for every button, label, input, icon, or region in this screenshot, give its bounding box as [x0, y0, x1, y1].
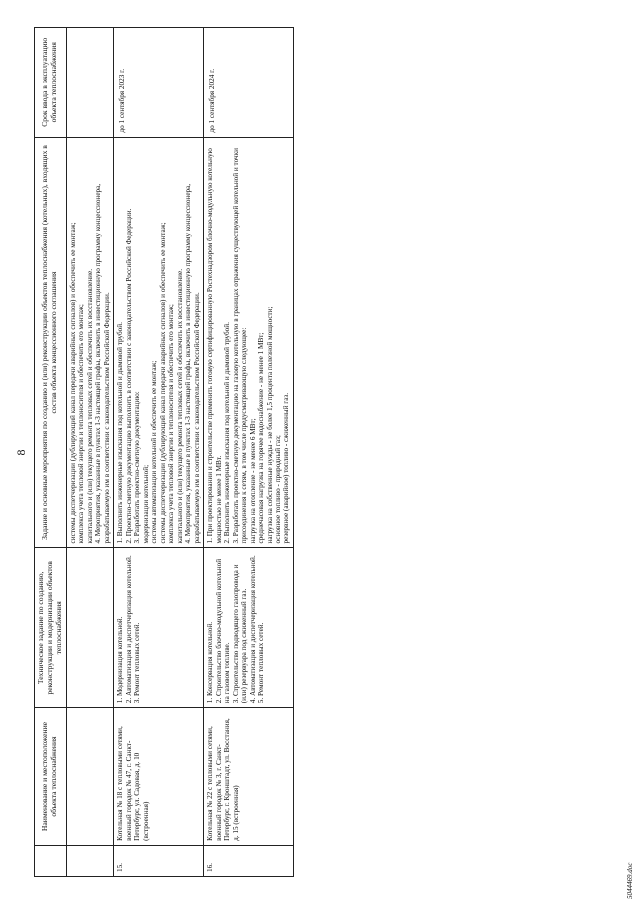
object-name	[114, 708, 204, 846]
tech-task	[66, 548, 113, 708]
object-name-text: Котельная № 18 с тепловыми сетями, военный городок № 47, г. Санкт-Петербург, ул. Садовая, д. 10 (встроенная)	[116, 726, 150, 841]
measure-item: резервное (аварийное) топливо - сжиженный газ.	[282, 392, 291, 544]
table-row	[204, 28, 294, 877]
header-measures: Задание и основные мероприятия по созданию и (или) реконструкции объектов теплоснабжения (котельных), входящих в состав объекта концессионного соглашения	[35, 137, 67, 548]
term	[66, 28, 113, 138]
tech-task	[114, 548, 204, 708]
term: до 1 сентября 2024 г.	[204, 28, 294, 138]
table-body	[66, 28, 293, 877]
tech-task-item: 5. Ремонт тепловых сетей.	[257, 622, 266, 704]
object-name	[204, 708, 294, 846]
footer-code: 5044469.doc	[626, 862, 634, 899]
page-number: 8	[14, 449, 28, 456]
measure-item: системы автоматизации котельной и обеспечить ее монтаж;	[150, 360, 159, 544]
measure-item: среднечасовая нагрузка на горячее водоснабжение - не менее 1 МВт;	[257, 332, 266, 544]
measures	[204, 137, 294, 548]
tech-task-item: 1. Консервация котельной.	[206, 621, 215, 704]
measure-item: 4. Мероприятия, указанные в пунктах 1-3 настоящей графы, включить в инвестиционную программу концессионера, разрабатываемую им в соответствии с законодательством Российской Федерации.	[94, 183, 111, 544]
measures	[114, 137, 204, 548]
tech-task-item: 3. Строительство подводящего газопровода и (или) резервуара под сжиженный газ.	[231, 564, 249, 704]
term: до 1 сентября 2023 г.	[114, 28, 204, 138]
header-term: Срок ввода в эксплуатацию объекта теплоснабжения	[35, 28, 67, 138]
measure-item: капитального и (или) текущего ремонта тепловых сетей и обеспечить их восстановление.	[85, 269, 94, 544]
header-num	[35, 845, 67, 876]
object-name-text: Котельная № 22 с тепловыми сетями, военный городок № 3, г. Санкт-Петербург, г. Кронштадт, ул. Восстания, д. 15 (встроенная)	[206, 718, 240, 841]
tech-task-item: 2. Строительство блочно-модульной котельной на газовом топливе.	[214, 558, 232, 704]
tech-task-item: 4. Автоматизация и диспетчеризация котельной.	[248, 555, 257, 704]
measure-item: нагрузка на собственные нужды - не более 1,5 процента полезной мощности;	[265, 306, 274, 544]
measure-item: 3. Разработать проектно-сметную документацию на газовую котельную в границах отражения существующей котельной и точки присоединения к сетям, в том числе предусматривающую следующее:	[231, 148, 249, 544]
measure-item: 3. Разработать проектно-сметную документацию:	[133, 391, 142, 544]
object-name	[66, 708, 113, 846]
heat-supply-table	[34, 27, 294, 877]
tech-task	[204, 548, 294, 708]
header-name: Наименование и местоположение объекта теплоснабжения	[35, 708, 67, 846]
row-number	[66, 845, 113, 876]
measure-item: системы диспетчеризации (дублирующий канал передачи аварийных сигналов) и обеспечить ее монтаж;	[158, 222, 167, 544]
measure-item: 2. Проектно-сметную документацию выполнить в соответствии с законодательством Российской Федерации.	[124, 208, 133, 544]
tech-task-item: 1. Модернизация котельной.	[116, 616, 125, 704]
table-header-row	[35, 28, 67, 877]
row-number: 16.	[204, 845, 294, 876]
measure-item: 4. Мероприятия, указанные в пунктах 1-3 настоящей графы, включить в инвестиционную программу концессионера, разрабатываемую им в соответствии с законодательством Российской Федерации.	[184, 183, 201, 544]
measure-item: комплекса учета тепловой энергии и теплоносителя и обеспечить его монтаж;	[167, 304, 176, 544]
table-row	[66, 28, 113, 877]
measure-item: 2. Выполнить инженерные изыскания под котельной и дымовой трубой.	[223, 322, 232, 544]
measure-item: нагрузка на отопление - не менее 6 МВт;	[248, 418, 257, 544]
tech-task-item: 3. Ремонт тепловых сетей.	[133, 622, 142, 704]
table-row	[114, 28, 204, 877]
measure-item: комплекса учета тепловой энергии и теплоносителя и обеспечить его монтаж;	[77, 304, 86, 544]
measure-item: модернизации котельной;	[141, 464, 150, 544]
header-tech: Техническое задание по созданию, реконструкции и модернизации объектов теплоснабжения	[35, 548, 67, 708]
measure-item: 1. При проектировании и строительстве применить готовую сертифицированную Ростехнадзором блочно-модульную котельную мощностью не менее 1 МВт.	[206, 148, 223, 544]
measure-item: основное топливо - природный газ;	[274, 435, 282, 544]
measure-item: капитального и (или) текущего ремонта тепловых сетей и обеспечить их восстановление.	[175, 269, 184, 544]
measure-item: системы диспетчеризации (дублирующий канал передачи аварийных сигналов) и обеспечить ее монтаж;	[68, 222, 77, 544]
measures	[66, 137, 113, 548]
tech-task-item: 2. Автоматизация и диспетчеризация котельной.	[124, 555, 133, 704]
row-number: 15.	[114, 845, 204, 876]
measure-item: 1. Выполнить инженерные изыскания под котельной и дымовой трубой.	[116, 322, 125, 544]
